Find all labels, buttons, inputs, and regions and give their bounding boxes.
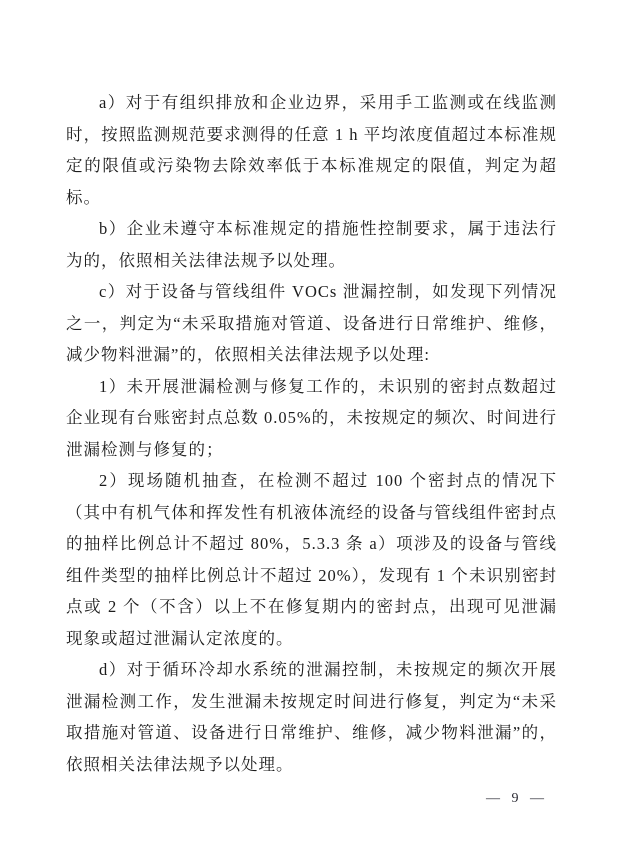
paragraph-d: d）对于循环冷却水系统的泄漏控制，未按规定的频次开展泄漏检测工作，发生泄漏未按规定时间进行修复，判定为“未采取措施对管道、设备进行日常维护、维修，减少物料泄漏”的，依照相关法律法规予以处理。 bbox=[66, 660, 557, 774]
document-body bbox=[66, 87, 557, 780]
paragraph-b: b）企业未遵守本标准规定的措施性控制要求，属于违法行为的，依照相关法律法规予以处理。 bbox=[66, 219, 557, 270]
paragraph-c-item-2: 2）现场随机抽查，在检测不超过 100 个密封点的情况下（其中有机气体和挥发性有机液体流经的设备与管线组件密封点的抽样比例总计不超过 80%，5.3.3 条 a）项涉及的设备与管线组件类型的抽样比例总计不超过 20%），发现有 1 个未识别密封点或 2 个（不含）以上不在修复期内的密封点，出现可见泄漏现象或超过泄漏认定浓度的。 bbox=[66, 471, 557, 648]
paragraph-a: a）对于有组织排放和企业边界，采用手工监测或在线监测时，按照监测规范要求测得的任意 1 h 平均浓度值超过本标准规定的限值或污染物去除效率低于本标准规定的限值，判定为超标。 bbox=[66, 93, 558, 207]
page-number: — 9 — bbox=[486, 791, 548, 806]
paragraph-c: c）对于设备与管线组件 VOCs 泄漏控制，如发现下列情况之一，判定为“未采取措施对管道、设备进行日常维护、维修，减少物料泄漏”的，依照相关法律法规予以处理: bbox=[66, 282, 557, 364]
paragraph-c-item-1: 1）未开展泄漏检测与修复工作的，未识别的密封点数超过企业现有台账密封点总数 0.05%的，未按规定的频次、时间进行泄漏检测与修复的； bbox=[66, 376, 557, 459]
